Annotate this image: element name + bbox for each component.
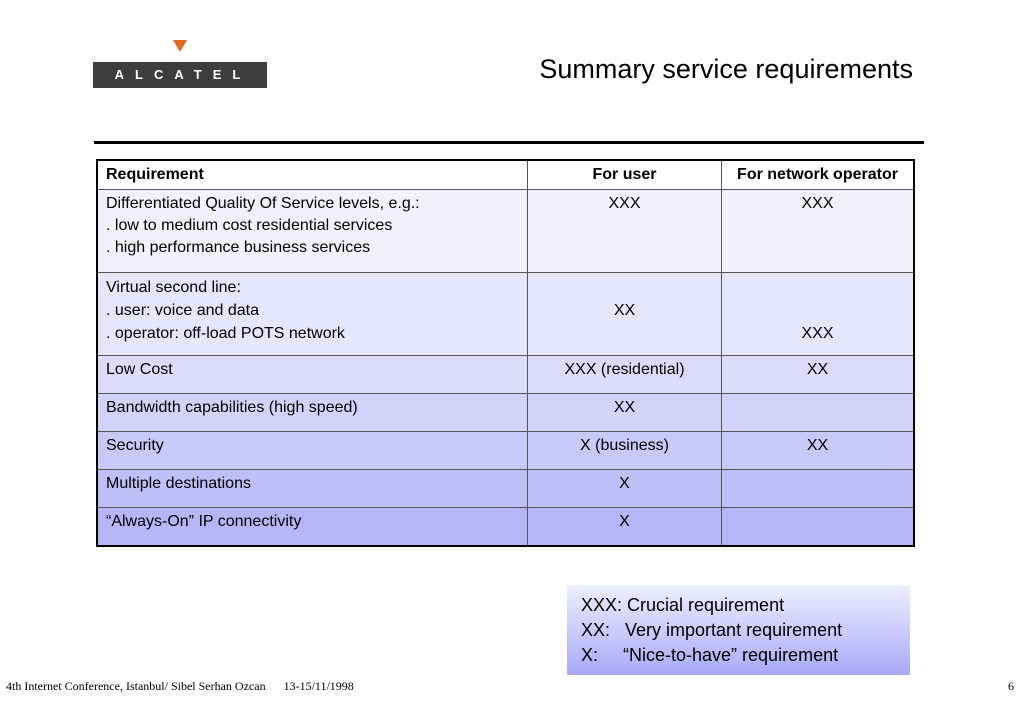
logo-wordmark: ALCATEL	[93, 62, 267, 88]
for-operator-cell	[722, 470, 915, 508]
table-row	[97, 394, 914, 432]
legend-item: XX: Very important requirement	[581, 620, 843, 640]
footer-credit	[6, 679, 354, 694]
table-row	[97, 432, 914, 470]
for-operator-cell: XXX	[722, 190, 915, 273]
table-row	[97, 273, 914, 356]
requirement-cell	[97, 273, 528, 356]
table-row	[97, 470, 914, 508]
for-operator-cell: XX	[722, 432, 915, 470]
for-operator-value: XXX	[801, 325, 834, 342]
requirement-cell: Bandwidth capabilities (high speed)	[97, 394, 528, 432]
requirement-cell: Low Cost	[97, 356, 528, 394]
legend-item: XXX: Crucial requirement	[581, 595, 785, 615]
table-row	[97, 508, 914, 547]
legend-box	[567, 585, 910, 675]
requirement-cell: Multiple destinations	[97, 470, 528, 508]
requirement-line: . user: voice and data	[106, 302, 259, 319]
for-user-cell: XXX	[528, 190, 722, 273]
table-header-row	[97, 160, 914, 190]
requirement-line: Differentiated Quality Of Service levels, e.g.:	[106, 195, 420, 212]
footer-conference: 4th Internet Conference, Istanbul/ Sibel Serhan Ozcan	[6, 679, 266, 693]
header-for-operator: For network operator	[722, 160, 915, 190]
requirement-cell: “Always-On” IP connectivity	[97, 508, 528, 547]
for-user-cell: X	[528, 470, 722, 508]
for-user-value: XX	[613, 302, 636, 319]
for-operator-cell	[722, 273, 915, 356]
for-operator-cell: XX	[722, 356, 915, 394]
requirement-line: . low to medium cost residential services	[106, 217, 393, 234]
header-requirement: Requirement	[97, 160, 528, 190]
title-divider	[94, 141, 924, 144]
for-operator-cell	[722, 394, 915, 432]
footer-date: 13-15/11/1998	[283, 679, 354, 693]
header-for-user: For user	[528, 160, 722, 190]
for-operator-cell	[722, 508, 915, 547]
requirement-cell	[97, 190, 528, 273]
for-user-cell: XXX (residential)	[528, 356, 722, 394]
logo-triangle-icon	[173, 40, 187, 52]
for-user-cell: X	[528, 508, 722, 547]
requirement-line: Virtual second line:	[106, 279, 241, 296]
requirement-line: . operator: off-load POTS network	[106, 325, 345, 342]
for-user-cell	[528, 273, 722, 356]
requirement-cell: Security	[97, 432, 528, 470]
slide-title: Summary service requirements	[539, 54, 913, 84]
requirements-table	[96, 159, 915, 547]
page-number: 6	[1008, 679, 1014, 693]
for-user-cell: XX	[528, 394, 722, 432]
alcatel-logo	[93, 40, 267, 88]
requirement-line: . high performance business services	[106, 239, 371, 256]
for-user-cell: X (business)	[528, 432, 722, 470]
table-row	[97, 356, 914, 394]
table-row	[97, 190, 914, 273]
legend-item: X: “Nice-to-have” requirement	[581, 645, 839, 665]
